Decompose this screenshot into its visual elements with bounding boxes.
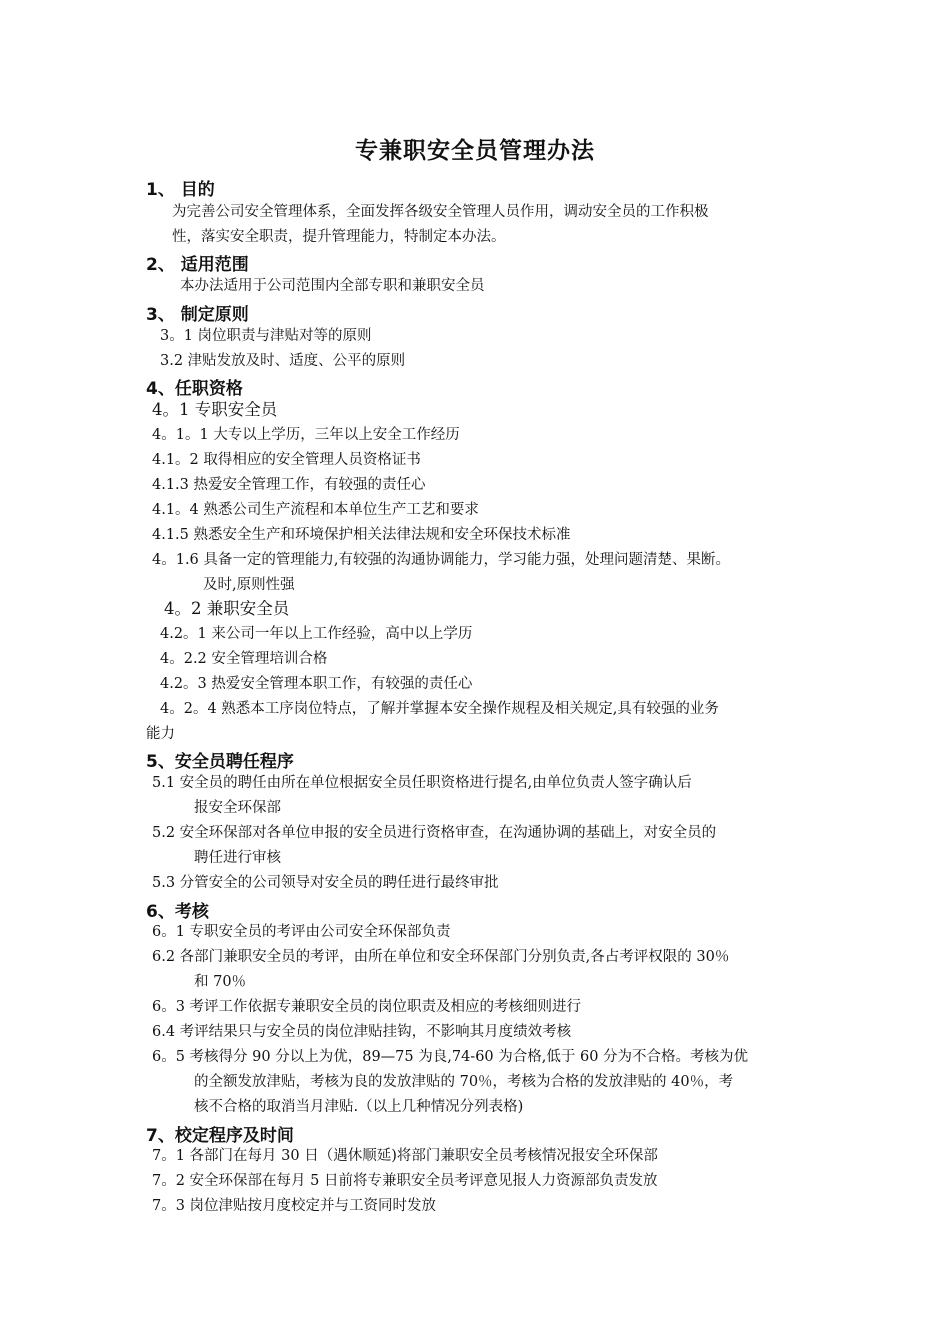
paragraph-line: 性，落实安全职责，提升管理能力，特制定本办法。 [172, 229, 506, 245]
list-item-continuation: 的全额发放津贴，考核为良的发放津贴的 70％，考核为合格的发放津贴的 40％，考 [194, 1074, 734, 1090]
section-heading-principles: 3、 制定原则 [146, 305, 249, 325]
list-item-continuation: 及时,原则性强 [203, 577, 295, 593]
list-item: 6.4 考评结果只与安全员的岗位津贴挂钩，不影响其月度绩效考核 [152, 1024, 572, 1040]
subsection-heading: 4。2 兼职安全员 [164, 599, 290, 618]
list-item-continuation: 报安全环保部 [194, 800, 281, 816]
list-item: 5.2 安全环保部对各单位申报的安全员进行资格审查，在沟通协调的基础上，对安全员的 [152, 825, 717, 841]
list-item: 4.2。1 来公司一年以上工作经验，高中以上学历 [160, 626, 473, 642]
subsection-heading: 4。1 专职安全员 [152, 400, 278, 419]
paragraph-line: 为完善公司安全管理体系，全面发挥各级安全管理人员作用，调动安全员的工作积极 [172, 204, 709, 220]
list-item: 4.1.5 熟悉安全生产和环境保护相关法律法规和安全环保技术标准 [152, 527, 571, 543]
section-heading-scope: 2、 适用范围 [146, 255, 249, 275]
list-item: 4。1。1 大专以上学历，三年以上安全工作经历 [152, 427, 460, 443]
list-item: 4.2。3 热爱安全管理本职工作，有较强的责任心 [160, 676, 473, 692]
document-title: 专兼职安全员管理办法 [355, 138, 595, 164]
list-item: 4。1.6 具备一定的管理能力,有较强的沟通协调能力，学习能力强，处理问题清楚、果断。 [152, 552, 730, 568]
list-item: 6。1 专职安全员的考评由公司安全环保部负责 [152, 924, 451, 940]
list-item: 4。2.2 安全管理培训合格 [160, 651, 328, 667]
list-item-continuation: 能力 [146, 726, 175, 742]
list-item-continuation: 聘任进行审核 [194, 850, 281, 866]
list-item: 5.1 安全员的聘任由所在单位根据安全员任职资格进行提名,由单位负责人签字确认后 [152, 775, 692, 791]
list-item: 4。2。4 熟悉本工序岗位特点，了解并掌握本安全操作规程及相关规定,具有较强的业务 [160, 701, 719, 717]
list-item: 3。1 岗位职责与津贴对等的原则 [160, 328, 372, 344]
list-item-continuation: 核不合格的取消当月津贴.（以上几种情况分列表格) [194, 1099, 524, 1115]
section-heading-appointment: 5、安全员聘任程序 [146, 752, 294, 772]
section-heading-purpose: 1、 目的 [146, 180, 215, 200]
list-item: 4.1.3 热爱安全管理工作，有较强的责任心 [152, 477, 426, 493]
list-item: 5.3 分管安全的公司领导对安全员的聘任进行最终审批 [152, 875, 499, 891]
list-item: 6.2 各部门兼职安全员的考评，由所在单位和安全环保部门分别负责,各占考评权限的 30％ [152, 949, 730, 965]
section-heading-schedule: 7、校定程序及时间 [146, 1126, 294, 1146]
paragraph-line: 本办法适用于公司范围内全部专职和兼职安全员 [180, 278, 485, 294]
list-item: 4.1。2 取得相应的安全管理人员资格证书 [152, 452, 421, 468]
list-item: 4.1。4 熟悉公司生产流程和本单位生产工艺和要求 [152, 502, 479, 518]
list-item: 7。3 岗位津贴按月度校定并与工资同时发放 [152, 1198, 437, 1214]
list-item: 6。3 考评工作依据专兼职安全员的岗位职责及相应的考核细则进行 [152, 999, 582, 1015]
section-heading-assessment: 6、考核 [146, 902, 209, 922]
list-item-continuation: 和 70％ [194, 974, 247, 990]
list-item: 7。1 各部门在每月 30 日（遇休顺延)将部门兼职安全员考核情况报安全环保部 [152, 1148, 658, 1164]
list-item: 7。2 安全环保部在每月 5 日前将专兼职安全员考评意见报人力资源部负责发放 [152, 1173, 658, 1189]
list-item: 3.2 津贴发放及时、适度、公平的原则 [160, 353, 406, 369]
section-heading-qualifications: 4、任职资格 [146, 379, 243, 399]
list-item: 6。5 考核得分 90 分以上为优，89—75 为良,74-60 为合格,低于 60 分为不合格。考核为优 [152, 1049, 749, 1065]
